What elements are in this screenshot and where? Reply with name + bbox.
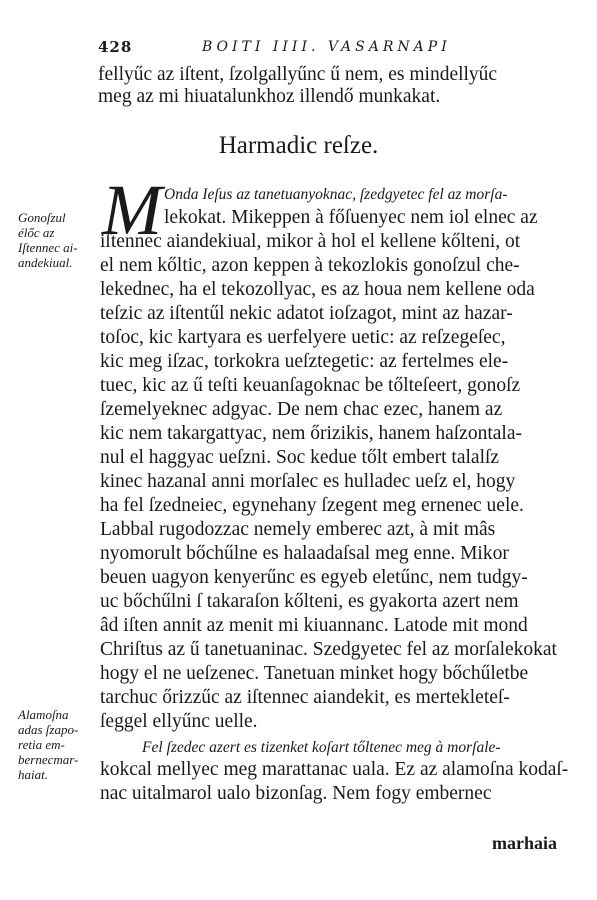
body-line: tarchuc őrizzűc az iſtennec aiandekit, es mertekleteſ- <box>100 687 510 708</box>
body-line: nul el haggyac ueſzni. Soc kedue tőlt embert talalſz <box>100 447 500 468</box>
margin-note-line: Alamoſna <box>18 707 69 722</box>
margin-note-line: adas ſzapo- <box>18 722 79 737</box>
body-line: ha fel ſzedneiec, egynehany ſzegent meg ernenec uele. <box>100 495 524 516</box>
body-line: ſzemelyeknec adgyac. De nem chac ezec, hanem az <box>100 399 503 420</box>
body-line: Labbal rugodozzac nemely emberec azt, à mit mâs <box>100 519 496 540</box>
body-line: hogy el ne ueſzenec. Tanetuan minket hogy bőchűletbe <box>100 663 529 684</box>
body-line: el nem kőltic, azon keppen à tekozlokis gonoſzul che- <box>100 255 520 276</box>
body-line: tuec, kic az ű teſti keuanſagoknac be tőlteſeert, gonoſz <box>100 375 521 396</box>
margin-note-line: retia em- <box>18 737 65 752</box>
body-line: ſeggel ellyűnc uelle. <box>100 711 258 732</box>
running-head: BOITI IIII. VASARNAPI <box>202 39 451 55</box>
drop-cap: M <box>102 170 162 250</box>
margin-note-line: Gonoſzul <box>18 210 66 225</box>
body-line: lekokat. Mikeppen à főſuenyec nem iol elnec az <box>164 207 538 228</box>
body-line: kinec hazanal anni morſalec es hulladec ueſz el, hogy <box>100 471 516 492</box>
body-line: kokcal mellyec meg marattanac uala. Ez az alamoſna kodaſ- <box>100 759 569 780</box>
page-number: 428 <box>98 38 133 56</box>
body-line: nyomorult bőchűlne es halaadaſsal meg enne. Mikor <box>100 543 509 564</box>
margin-note-line: andekiual. <box>18 255 73 270</box>
body-line: lekednec, ha el tekozollyac, es az houa nem kellene oda <box>100 279 535 300</box>
margin-note-line: bernecmar- <box>18 752 79 767</box>
body-line: teſzic az iſtentűl nekic adatot ioſzagot, mint az hazar- <box>100 303 513 324</box>
body-line: Onda Ieſus az tanetuanyoknac, ſzedgyetec fel az morſa- <box>164 186 508 203</box>
body-line: toſoc, kic kartyara es uerfelyere uetic: az reſzegeſec, <box>100 327 506 348</box>
body-line: Fel ſzedec azert es tizenket koſart tőltenec meg à morſale- <box>142 739 501 756</box>
body-line: kic nem takargattyac, nem őrizikis, hanem haſzontala- <box>100 423 522 444</box>
body-line: Chriſtus az ű tanetuaninac. Szedgyetec fel az morſalekokat <box>100 639 557 660</box>
page-header <box>98 38 568 62</box>
margin-note-line: haiat. <box>18 767 48 782</box>
margin-note-line: Iſtennec ai- <box>18 240 78 255</box>
intro-line: fellyűc az iſtent, ſzolgallyűnc ű nem, es mindellyűc <box>98 64 498 85</box>
margin-note <box>18 707 78 782</box>
body-line: iſtennec aiandekiual, mikor à hol el kellene kőlteni, ot <box>100 231 521 252</box>
intro-line: meg az mi hiuatalunkhoz illendő munkakat. <box>98 86 441 107</box>
body-line: beuen uagyon kenyerűnc es egyeb eletűnc, nem tudgy- <box>100 567 528 588</box>
body-line: uc bőchűlni ſ takaraſon kőlteni, es gyakorta azert nem <box>100 591 519 612</box>
margin-note-line: élőc az <box>18 225 55 240</box>
catchword: marhaia <box>492 833 557 853</box>
body-line: kic meg iſzac, torkokra ueſztegetic: az fertelmes ele- <box>100 351 509 372</box>
body-line: nac uitalmarol ualo bizonſag. Nem fogy embernec <box>100 783 492 804</box>
section-title: Harmadic reſze. <box>218 132 379 159</box>
margin-note <box>18 210 78 270</box>
body-line: âd iſten annit az menit mi kiuannanc. Latode mit mond <box>100 615 528 636</box>
